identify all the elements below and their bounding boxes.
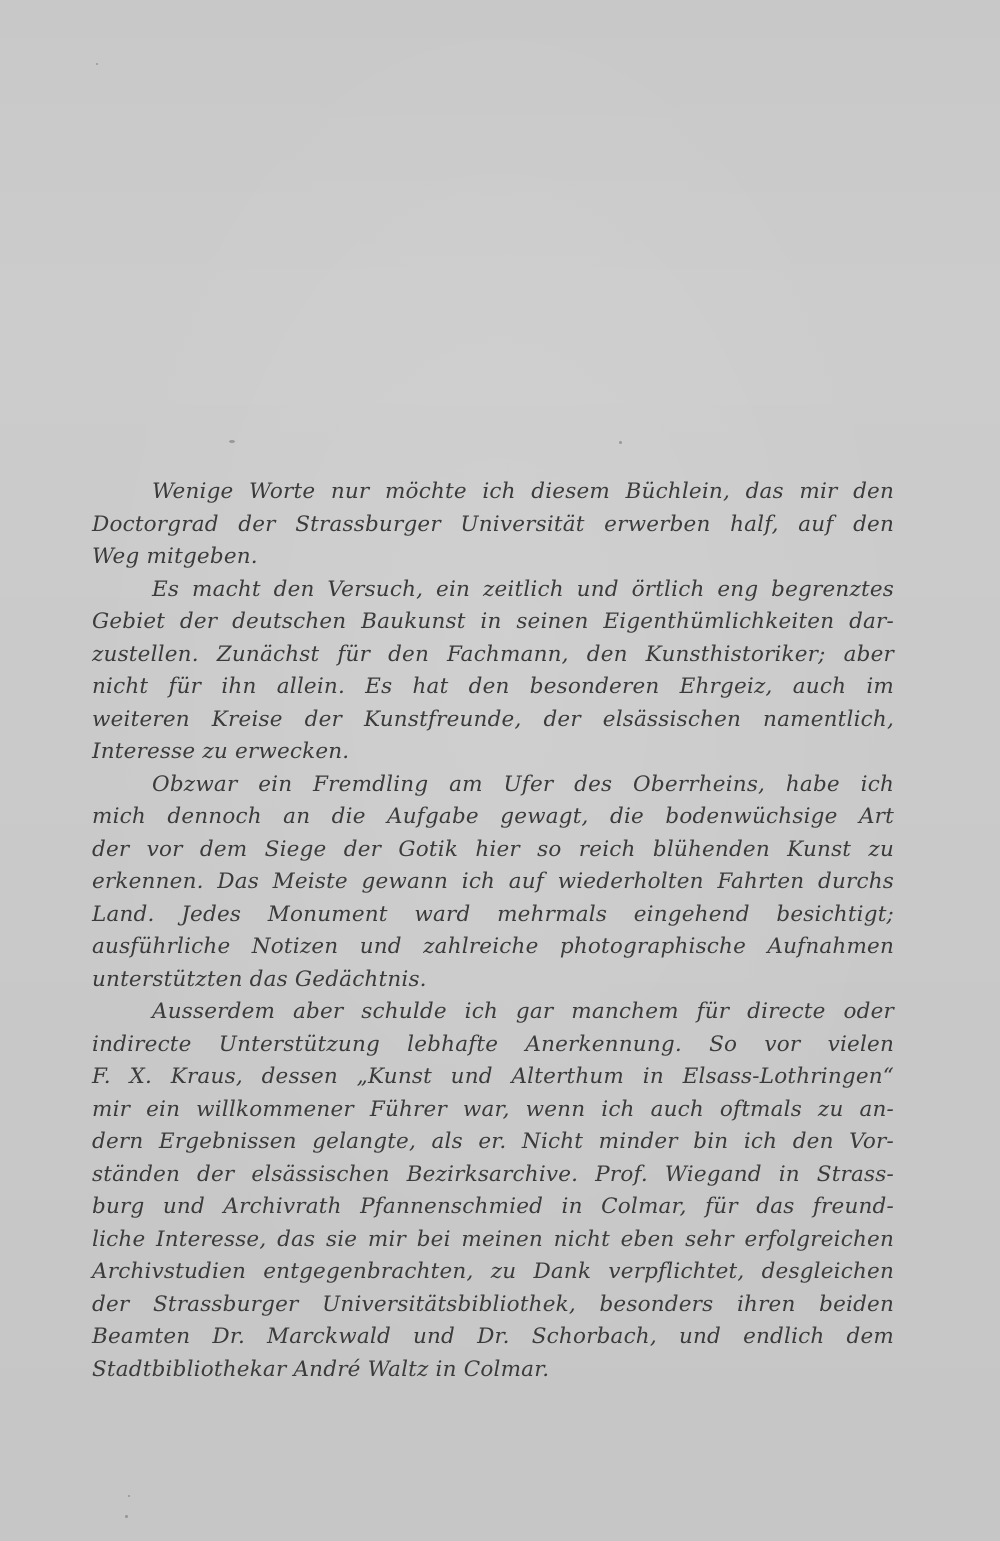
paragraph-4 <box>92 996 894 1386</box>
text-line: weiteren Kreise der Kunstfreunde, der elsässischen namentlich, <box>92 706 894 732</box>
text-line: Interesse zu erwecken. <box>92 739 350 764</box>
preface-text <box>92 476 894 1386</box>
text-line: Es macht den Versuch, ein zeitlich und örtlich eng begrenztes <box>152 576 894 602</box>
paper-speck <box>619 441 622 444</box>
text-line: Obzwar ein Fremdling am Ufer des Oberrheins, habe ich <box>152 771 894 797</box>
text-line: burg und Archivrath Pfannenschmied in Colmar, für das freund- <box>92 1194 894 1219</box>
paragraph-2 <box>92 574 894 769</box>
paper-speck <box>96 63 98 65</box>
text-line: erkennen. Das Meiste gewann ich auf wiederholten Fahrten durchs <box>92 869 894 894</box>
paper-speck <box>128 1495 130 1497</box>
text-line: mich dennoch an die Aufgabe gewagt, die bodenwüchsige Art <box>92 804 894 829</box>
text-line: Gebiet der deutschen Baukunst in seinen Eigenthümlichkeiten dar- <box>92 609 894 634</box>
text-line: indirecte Unterstützung lebhafte Anerkennung. So vor vielen <box>92 1031 894 1057</box>
text-line: ständen der elsässischen Bezirksarchive. Prof. Wiegand in Strass- <box>92 1161 894 1187</box>
text-line: Wenige Worte nur möchte ich diesem Büchlein, das mir den <box>152 479 894 504</box>
text-line: Ausserdem aber schulde ich gar manchem für directe oder <box>152 999 894 1024</box>
paper-speck <box>229 440 235 443</box>
text-line: der Strassburger Universitätsbibliothek, besonders ihren beiden <box>92 1291 894 1317</box>
text-line: unterstützten das Gedächtnis. <box>92 966 427 992</box>
paper-speck <box>125 1515 128 1518</box>
text-line: Weg mitgeben. <box>92 544 258 569</box>
text-line: mir ein willkommener Führer war, wenn ich auch oftmals zu an- <box>92 1096 894 1122</box>
text-line: Stadtbibliothekar André Waltz in Colmar. <box>92 1356 550 1382</box>
paragraph-3 <box>92 769 894 997</box>
paragraph-1 <box>92 476 894 574</box>
text-line: Beamten Dr. Marckwald und Dr. Schorbach, und endlich dem <box>92 1324 894 1349</box>
text-line: dern Ergebnissen gelangte, als er. Nicht minder bin ich den Vor- <box>92 1129 894 1154</box>
text-line: ausführliche Notizen und zahlreiche photographische Aufnahmen <box>92 934 894 959</box>
text-line: F. X. Kraus, dessen „Kunst und Alterthum in Elsass-Lothringen“ <box>92 1064 894 1089</box>
text-line: Land. Jedes Monument ward mehrmals eingehend besichtigt; <box>92 901 894 927</box>
text-line: Archivstudien entgegenbrachten, zu Dank verpflichtet, desgleichen <box>92 1259 894 1284</box>
text-line: liche Interesse, das sie mir bei meinen nicht eben sehr erfolgreichen <box>92 1226 894 1252</box>
text-line: der vor dem Siege der Gotik hier so reich blühenden Kunst zu <box>92 836 894 862</box>
text-line: zustellen. Zunächst für den Fachmann, den Kunsthistoriker; aber <box>92 641 894 667</box>
text-line: nicht für ihn allein. Es hat den besonderen Ehrgeiz, auch im <box>92 674 894 699</box>
text-line: Doctorgrad der Strassburger Universität erwerben half, auf den <box>92 511 894 537</box>
